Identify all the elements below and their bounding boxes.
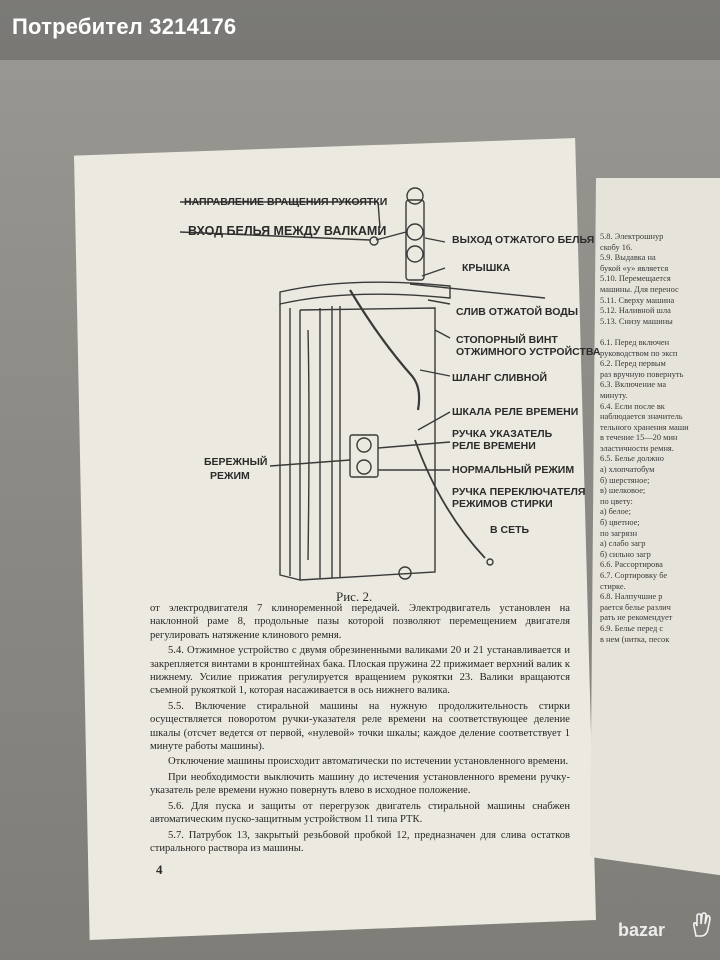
right-page-line: 5.12. Наливной шла [600,306,671,316]
label-timer-scale: ШКАЛА РЕЛЕ ВРЕМЕНИ [452,406,579,418]
right-page-line [600,327,720,338]
right-page-line: 6.6. Рассортирова [600,560,663,570]
right-page-line: стирке. [600,581,626,591]
right-page-line: б) цветное; [600,518,640,528]
label-normal-mode: НОРМАЛЬНЫЙ РЕЖИМ [452,464,575,476]
right-page-line: 6.7. Сортировку бе [600,571,668,580]
label-switch-knob: РУЧКА ПЕРЕКЛЮЧАТЕЛЯ [452,486,586,498]
right-page-line: а) слабо загр [600,539,646,549]
right-page-line: б) шерстяное; [600,475,650,485]
right-page-line: руководством по эксп [600,348,678,358]
right-page-line: б) сильно загр [600,549,651,559]
right-page-line: 6.3. Включение ма [600,380,667,390]
right-page-line: наблюдается значитель [600,412,683,422]
right-page-line: в нем (нитка, песок [600,634,670,644]
right-page-line: а) белое; [600,507,631,517]
right-page-line: 6.2. Перед первым [600,359,666,369]
watermark: bazar [618,920,666,940]
label-mains: В СЕТЬ [490,524,530,536]
right-page-line: букой «у» является [600,263,669,273]
mode-switch-knob [357,460,371,474]
right-page-line: 5.13. Снизу машины [600,316,673,326]
label-timer-knob: РУЧКА УКАЗАТЕЛЬ [452,428,553,440]
bazar-hand-icon [690,912,712,938]
label-gentle-mode-2: РЕЖИМ [210,470,250,482]
paragraph: 5.5. Включение стиральной машины на нужную продолжительность стирки осуществляется поворотом ручки-указателя реле времени на соответствующее деление шкалы (отсчет ведется от первой, «нулевой» точки шкалы; каждое деление соответствует 1 минуте работы машины). [150,700,570,753]
right-page-line: 6.5. Белье должно [600,454,664,464]
right-page-line: 5.9. Выдавка на [600,253,656,263]
right-page-line: в течение 15—20 мин [600,433,678,443]
label-exit: ВЫХОД ОТЖАТОГО БЕЛЬЯ [452,234,595,246]
right-page-line: рается белье различ [600,602,671,612]
paragraph: 5.7. Патрубок 13, закрытый резьбовой пробкой 12, предназначен для слива остатков стирального раствора из машины. [150,829,570,854]
right-page-line: тельного хранения маши [600,422,689,432]
label-entry: ВХОД БЕЛЬЯ МЕЖДУ ВАЛКАМИ [188,224,387,238]
paragraph: Отключение машины происходит автоматически по истечении установленного времени. [168,756,569,768]
label-switch-knob-2: РЕЖИМОВ СТИРКИ [452,498,553,510]
right-page-line: 6.9. Белье перед с [600,623,664,633]
right-page-line: 6.1. Перед включен [600,337,670,347]
right-page-line: минуту. [600,390,628,400]
right-page-line: эластичности ремня. [600,443,674,453]
right-page-line: по цвету: [600,496,633,506]
right-page-line: рать не рекомендует [600,613,673,623]
paragraph: от электродвигателя 7 клиноременной передачей. Электродвигатель установлен на наклонной раме 8, продольные пазы которой позволяют перемещением двигателя регулировать натяжение клинового ремня. [150,603,570,641]
label-hose: ШЛАНГ СЛИВНОЙ [452,372,548,384]
right-page-line: 6.8. Налпучшие р [600,592,663,602]
page-number: 4 [156,862,163,877]
label-rotation: НАПРАВЛЕНИЕ ВРАЩЕНИЯ РУКОЯТКИ [184,196,388,208]
right-page-line: а) хлопчатобум [600,465,655,475]
caption-bar [0,0,720,60]
right-page-line: 5.10. Перемещается [600,274,671,284]
right-page-line: 5.11. Сверху машина [600,295,675,305]
right-page-line: 6.4. Если после вк [600,401,665,411]
label-gentle-mode: БЕРЕЖНЫЙ [204,456,268,468]
right-page-line: в) шелковое; [600,486,646,496]
label-screw-2: ОТЖИМНОГО УСТРОЙСТВА [456,346,601,358]
user-caption: Потребител 3214176 [12,14,237,39]
timer-knob [357,438,371,452]
right-page-line: 5.8. Электрошнур [600,232,664,241]
label-drain-water: СЛИВ ОТЖАТОЙ ВОДЫ [456,306,579,318]
body-text [150,602,570,857]
label-timer-knob-2: РЕЛЕ ВРЕМЕНИ [452,440,536,452]
right-page-line: машины. Для перенос [600,284,679,294]
control-panel [350,435,378,477]
label-lid: КРЫШКА [462,262,511,274]
paragraph: При необходимости выключить машину до истечения установленного времени ручку-указатель реле времени нужно повернуть влево в исходное положение. [150,771,570,797]
paragraph: 5.4. Отжимное устройство с двумя обрезиненными валиками 20 и 21 устанавливается и закрепляется винтами в кронштейнах бака. Плоская пружина 22 прижимает верхний валик к нижнему. Усилие прижатия регулируется вращением рукоятки 23. Валики вращаются съемной рукояткой 1, которая насаживается в ось нижнего валика. [150,645,571,697]
figure-caption: Рис. 2. [336,589,373,604]
right-page-line: раз вручную повернуть [600,369,684,379]
right-page-text [600,232,720,672]
label-screw: СТОПОРНЫЙ ВИНТ [456,334,558,346]
paragraph: 5.6. Для пуска и защиты от перегрузок двигатель стиральной машины снабжен автоматическим пуско-защитным устройством 11 типа РТК. [150,800,570,826]
wringer-top-knob [407,188,423,204]
right-page-line: скобу 16. [600,242,633,252]
right-page-line: по загрязн [600,528,638,538]
